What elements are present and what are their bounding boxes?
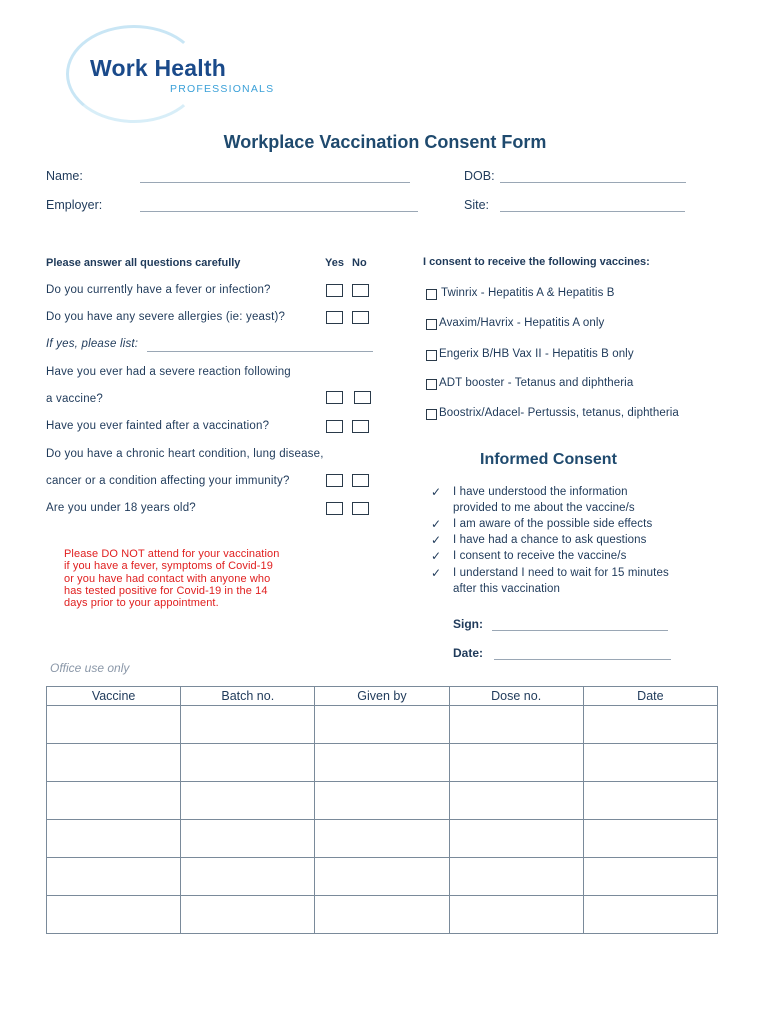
table-cell[interactable] xyxy=(181,820,315,858)
column-header-dose: Dose no. xyxy=(449,687,583,706)
employer-field[interactable] xyxy=(140,211,418,212)
checkmark-icon: ✓ xyxy=(431,549,442,563)
table-cell[interactable] xyxy=(449,744,583,782)
question-reaction-line2: a vaccine? xyxy=(46,393,103,405)
table-cell[interactable] xyxy=(583,896,717,934)
consent-understood-line1: I have understood the information xyxy=(453,486,628,498)
dob-field[interactable] xyxy=(500,182,686,183)
table-cell[interactable] xyxy=(583,744,717,782)
warning-line: has tested positive for Covid-19 in the 14 xyxy=(64,584,268,597)
warning-line: or you have had contact with anyone who xyxy=(64,572,271,585)
table-cell[interactable] xyxy=(449,858,583,896)
boostrix-label: Boostrix/Adacel- Pertussis, tetanus, diphtheria xyxy=(439,407,679,419)
engerix-label: Engerix B/HB Vax II - Hepatitis B only xyxy=(439,348,634,360)
table-cell[interactable] xyxy=(449,820,583,858)
question-fever: Do you currently have a fever or infection? xyxy=(46,284,271,296)
table-cell[interactable] xyxy=(315,896,449,934)
table-cell[interactable] xyxy=(47,858,181,896)
sign-label: Sign: xyxy=(453,617,483,631)
consent-wait-line1: I understand I need to wait for 15 minutes xyxy=(453,567,669,579)
question-under18: Are you under 18 years old? xyxy=(46,502,196,514)
form-title: Workplace Vaccination Consent Form xyxy=(223,132,547,152)
under18-yes-checkbox[interactable] xyxy=(326,502,343,515)
chronic-yes-checkbox[interactable] xyxy=(326,474,343,487)
table-cell[interactable] xyxy=(315,858,449,896)
table-row xyxy=(47,896,718,934)
question-allergies: Do you have any severe allergies (ie: yeast)? xyxy=(46,311,286,323)
table-cell[interactable] xyxy=(181,744,315,782)
question-fainted: Have you ever fainted after a vaccination? xyxy=(46,420,270,432)
column-header-vaccine: Vaccine xyxy=(47,687,181,706)
site-field[interactable] xyxy=(500,211,685,212)
table-cell[interactable] xyxy=(583,820,717,858)
date-field[interactable] xyxy=(494,659,671,660)
avaxim-checkbox[interactable] xyxy=(426,319,437,330)
table-cell[interactable] xyxy=(449,782,583,820)
table-cell[interactable] xyxy=(47,782,181,820)
allergies-yes-checkbox[interactable] xyxy=(326,311,343,324)
fainted-yes-checkbox[interactable] xyxy=(326,420,343,433)
allergies-list-label: If yes, please list: xyxy=(46,338,139,350)
table-cell[interactable] xyxy=(449,896,583,934)
engerix-checkbox[interactable] xyxy=(426,350,437,361)
table-cell[interactable] xyxy=(315,782,449,820)
covid-warning xyxy=(64,548,314,609)
informed-consent-title: Informed Consent xyxy=(480,451,617,468)
warning-line: Please DO NOT attend for your vaccination xyxy=(64,548,280,560)
table-cell[interactable] xyxy=(315,744,449,782)
table-cell[interactable] xyxy=(583,782,717,820)
questions-header: Please answer all questions carefully xyxy=(46,257,241,269)
table-cell[interactable] xyxy=(47,706,181,744)
twinrix-checkbox[interactable] xyxy=(426,289,437,300)
question-chronic-line1: Do you have a chronic heart condition, lung disease, xyxy=(46,448,324,460)
fever-no-checkbox[interactable] xyxy=(352,284,369,297)
site-label: Site: xyxy=(464,198,490,212)
date-label: Date: xyxy=(453,646,484,660)
allergies-list-field[interactable] xyxy=(147,351,373,352)
table-cell[interactable] xyxy=(583,858,717,896)
warning-line: days prior to your appointment. xyxy=(64,597,219,610)
table-row xyxy=(47,858,718,896)
table-cell[interactable] xyxy=(181,706,315,744)
table-cell[interactable] xyxy=(181,858,315,896)
name-label: Name: xyxy=(46,169,83,183)
table-cell[interactable] xyxy=(47,744,181,782)
reaction-no-checkbox[interactable] xyxy=(354,391,371,404)
consent-side-effects: I am aware of the possible side effects xyxy=(453,518,653,530)
boostrix-checkbox[interactable] xyxy=(426,409,437,420)
table-cell[interactable] xyxy=(315,706,449,744)
logo-subtitle: PROFESSIONALS xyxy=(170,83,275,95)
office-use-label: Office use only xyxy=(50,661,130,675)
dob-label: DOB: xyxy=(464,169,495,183)
employer-label: Employer: xyxy=(46,198,103,212)
name-field[interactable] xyxy=(140,182,410,183)
warning-line: if you have a fever, symptoms of Covid-19 xyxy=(64,560,273,573)
table-cell[interactable] xyxy=(583,706,717,744)
table-cell[interactable] xyxy=(315,820,449,858)
checkmark-icon: ✓ xyxy=(431,566,442,580)
twinrix-label: Twinrix - Hepatitis A & Hepatitis B xyxy=(441,287,615,299)
avaxim-label: Avaxim/Havrix - Hepatitis A only xyxy=(439,317,605,329)
fainted-no-checkbox[interactable] xyxy=(352,420,369,433)
chronic-no-checkbox[interactable] xyxy=(352,474,369,487)
table-cell[interactable] xyxy=(47,896,181,934)
yes-header: Yes xyxy=(325,257,344,269)
question-chronic-line2: cancer or a condition affecting your immunity? xyxy=(46,475,290,487)
allergies-no-checkbox[interactable] xyxy=(352,311,369,324)
reaction-yes-checkbox[interactable] xyxy=(326,391,343,404)
table-cell[interactable] xyxy=(181,896,315,934)
table-cell[interactable] xyxy=(181,782,315,820)
office-use-table xyxy=(46,686,718,934)
adt-checkbox[interactable] xyxy=(426,379,437,390)
no-header: No xyxy=(352,257,367,269)
table-cell[interactable] xyxy=(449,706,583,744)
column-header-given-by: Given by xyxy=(315,687,449,706)
under18-no-checkbox[interactable] xyxy=(352,502,369,515)
table-row xyxy=(47,782,718,820)
logo-wordmark: Work Health xyxy=(90,55,226,81)
consent-wait-line2: after this vaccination xyxy=(453,583,561,595)
checkmark-icon: ✓ xyxy=(431,517,442,531)
consent-understood-line2: provided to me about the vaccine/s xyxy=(453,502,635,514)
fever-yes-checkbox[interactable] xyxy=(326,284,343,297)
table-row xyxy=(47,706,718,744)
adt-label: ADT booster - Tetanus and diphtheria xyxy=(439,377,634,389)
checkmark-icon: ✓ xyxy=(431,485,442,499)
table-row xyxy=(47,744,718,782)
sign-field[interactable] xyxy=(492,630,668,631)
column-header-date: Date xyxy=(583,687,717,706)
consent-questions: I have had a chance to ask questions xyxy=(453,534,647,546)
vaccines-header: I consent to receive the following vaccines: xyxy=(423,256,650,268)
table-row xyxy=(47,820,718,858)
question-reaction-line1: Have you ever had a severe reaction following xyxy=(46,366,291,378)
table-cell[interactable] xyxy=(47,820,181,858)
checkmark-icon: ✓ xyxy=(431,533,442,547)
column-header-batch: Batch no. xyxy=(181,687,315,706)
consent-receive: I consent to receive the vaccine/s xyxy=(453,550,627,562)
